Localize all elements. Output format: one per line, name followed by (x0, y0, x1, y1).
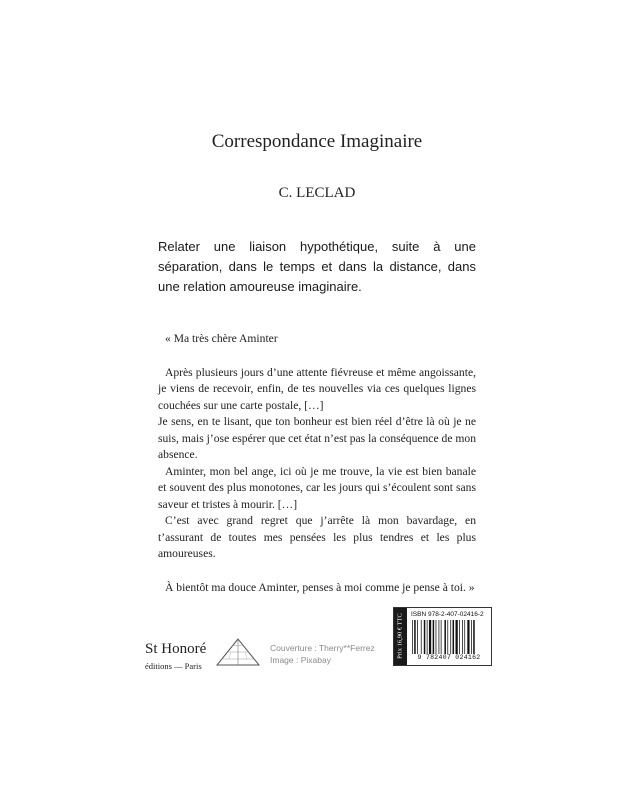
barcode-icon (410, 620, 488, 654)
letter-excerpt (158, 331, 476, 596)
letter-paragraph: C’est avec grand regret que j’arrête là mon bavardage, en t’assurant de toutes mes pensées les plus tendres et les plus amoureuses. (158, 514, 476, 560)
letter-paragraph: Après plusieurs jours d’une attente fiévreuse et même angoissante, je viens de recevoir, enfin, de tes nouvelles via ces quelques lignes couchées sur une carte postale, […] (158, 365, 476, 412)
letter-paragraph: Aminter, mon bel ange, ici où je me trouve, la vie est bien banale et souvent des plus monotones, car les jours qui s’écoulent sont sans saveur et tristes à mourir. […] (158, 464, 476, 511)
cover-credits (270, 642, 375, 666)
cover-credit: Couverture : Therry**Ferrez (270, 643, 375, 653)
letter-salutation: « Ma très chère Aminter (165, 332, 278, 345)
book-title: Correspondance Imaginaire (211, 131, 423, 152)
publisher-name: St Honoré (145, 641, 207, 657)
publisher-subline: éditions — Paris (145, 661, 202, 671)
price-label: Prix 16,90 € TTC (396, 613, 404, 659)
image-credit: Image : Pixabay (270, 655, 331, 665)
barcode-number: 9 782407 024162 (417, 654, 481, 661)
isbn-label: ISBN 978-2-407-02416-2 (411, 611, 484, 618)
pyramid-icon (215, 637, 261, 667)
barcode-block (393, 607, 492, 666)
letter-paragraph: Je sens, en te lisant, que ton bonheur est bien réel d’être là où je ne suis, mais j’ose espérer que cet état n’est pas la conséquence de mon absence. (158, 415, 476, 461)
letter-closing: À bientôt ma douce Aminter, penses à moi comme je pense à toi. » (165, 580, 475, 594)
publisher-logo (145, 637, 265, 677)
book-author: C. LECLAD (278, 185, 356, 201)
book-summary: Relater une liaison hypothétique, suite à une séparation, dans le temps et dans la distance, dans une relation amoureuse imaginaire. (158, 239, 476, 294)
price-strip (394, 608, 407, 665)
